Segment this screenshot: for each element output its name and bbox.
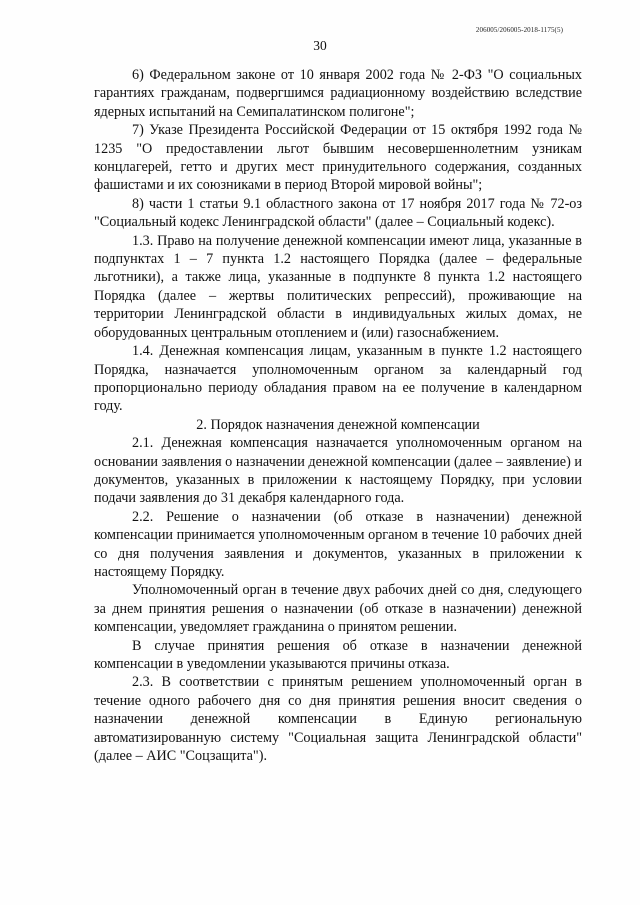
paragraph-notification: Уполномоченный орган в течение двух рабочих дней со дня, следующего за днем принятия решения о назначении (об отказе в назначении) денежной компенсации, уведомляет гражданина о принятом решении. (94, 582, 582, 636)
paragraph-2-1: 2.1. Денежная компенсация назначается уполномоченным органом на основании заявления о назначении денежной компенсации (далее – заявление) и документов, указанных в приложении к настоящему Порядку, при условии подачи заявления до 31 декабря календарного года. (94, 435, 582, 507)
section-title: 2. Порядок назначения денежной компенсации (196, 416, 480, 433)
document-body (94, 66, 582, 765)
paragraph-2-2: 2.2. Решение о назначении (об отказе в назначении) денежной компенсации принимается уполномоченным органом в течение 10 рабочих дней со дня получения заявления и документов, указанных в приложении к настоящему Порядку. (94, 508, 582, 580)
paragraph-item-7: 7) Указе Президента Российской Федерации от 15 октября 1992 года № 1235 "О предоставлении льгот бывшим несовершеннолетним узникам концлагерей, гетто и других мест принудительного содержания, созданных фашистами и их союзниками в период Второй мировой войны"; (94, 122, 582, 194)
paragraph-2-3: 2.3. В соответствии с принятым решением уполномоченный орган в течение одного рабочего дня со дня принятия решения вносит сведения о назначении денежной компенсации в Единую региональную автоматизированную систему "Социальная защита Ленинградской области" (далее – АИС "Соцзащита"). (94, 674, 582, 765)
paragraph-1-3: 1.3. Право на получение денежной компенсации имеют лица, указанные в подпунктах 1 – 7 пункта 1.2 настоящего Порядка (далее – федеральные льготники), а также лица, указанные в подпункте 8 пункта 1.2 настоящего Порядка (далее – жертвы политических репрессий), проживающие на территории Ленинградской области в индивидуальных жилых домах, не оборудованных центральным отоплением и (или) газоснабжением. (94, 232, 582, 341)
document-code: 206005/206005-2018-1175(5) (475, 26, 563, 34)
page-number: 30 (313, 38, 327, 53)
paragraph-item-6: 6) Федеральном законе от 10 января 2002 года № 2-ФЗ "О социальных гарантиях гражданам, подвергшимся радиационному воздействию вследствие ядерных испытаний на Семипалатинском полигоне"; (94, 67, 582, 120)
paragraph-1-4: 1.4. Денежная компенсация лицам, указанным в пункте 1.2 настоящего Порядка, назначается уполномоченным органом за календарный год пропорционально периоду обладания правом на ее получение в календарном году. (94, 343, 582, 415)
paragraph-item-8: 8) части 1 статьи 9.1 областного закона от 17 ноября 2017 года № 72-оз "Социальный кодекс Ленинградской области" (далее – Социальный кодекс). (94, 195, 582, 231)
paragraph-refusal: В случае принятия решения об отказе в назначении денежной компенсации в уведомлении указываются причины отказа. (94, 637, 582, 672)
